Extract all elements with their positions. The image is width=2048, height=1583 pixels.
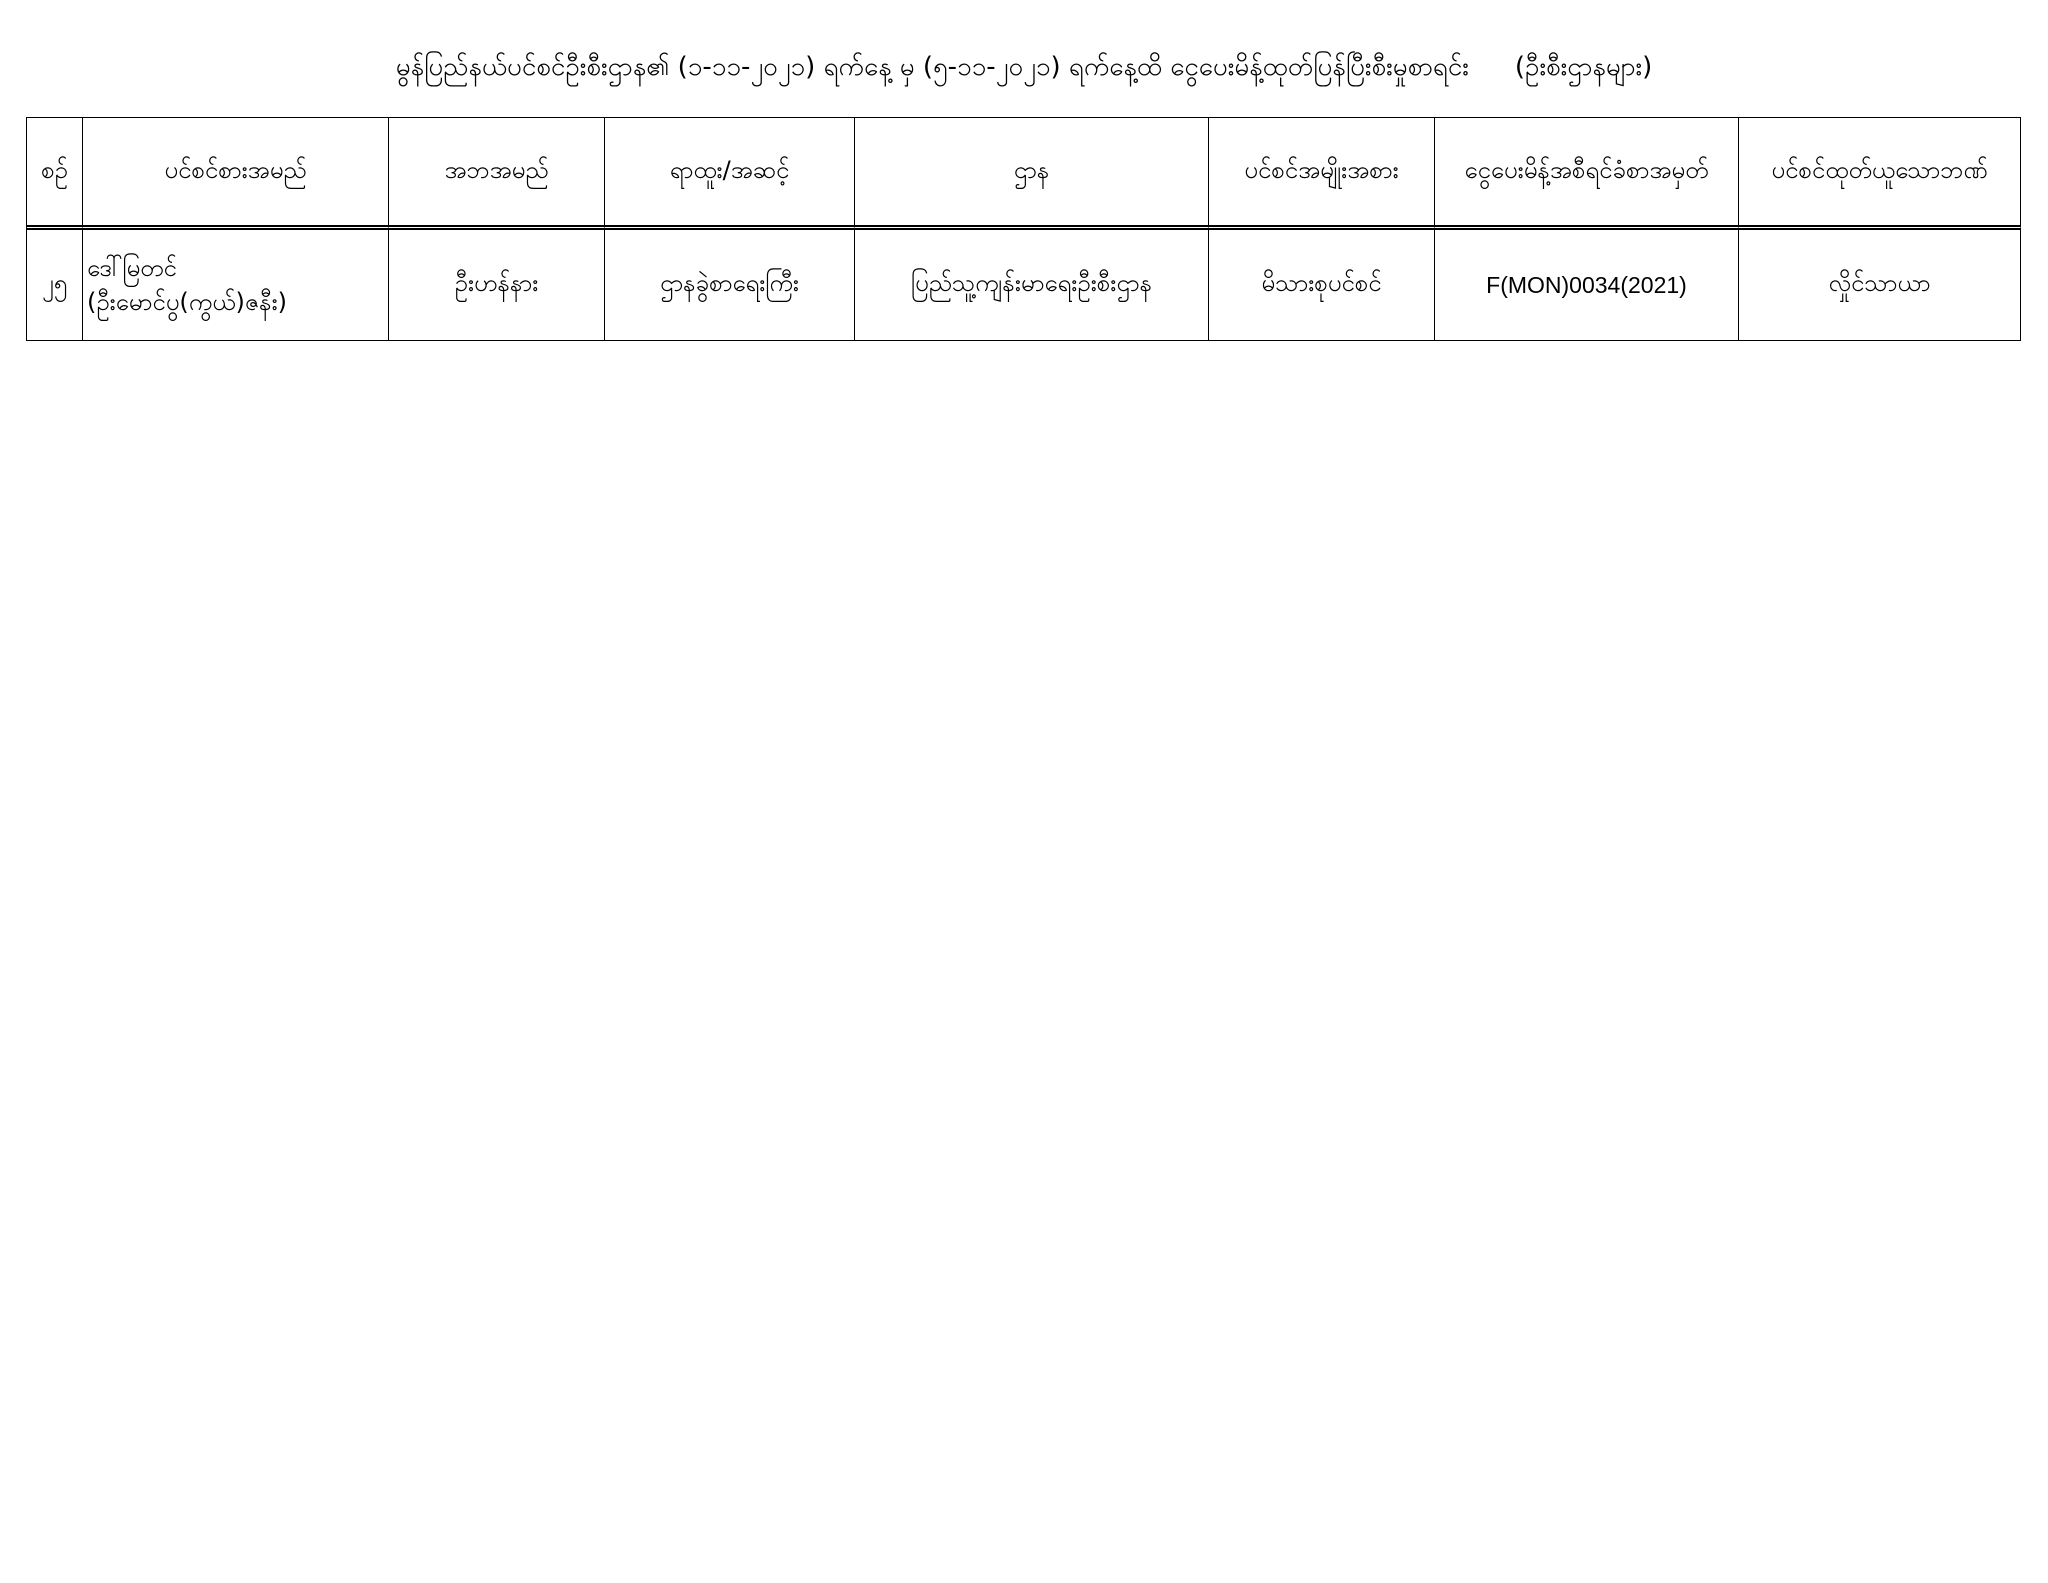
pension-table — [26, 117, 2021, 341]
page-title — [0, 40, 2048, 94]
table-row — [27, 230, 2021, 341]
cell-father-name: ဦးဟန်နား — [389, 230, 605, 341]
header-position: ရာထူး/အဆင့် — [605, 118, 855, 230]
cell-license-no: F(MON)0034(2021) — [1435, 230, 1739, 341]
pensioner-name-line1: ဒေါ်မြတင် — [87, 254, 177, 282]
header-pensioner-name: ပင်စင်စားအမည် — [83, 118, 389, 230]
header-father-name: အဘအမည် — [389, 118, 605, 230]
pensioner-name-line2: (ဦးမောင်ပွ(ကွယ်)ဇနီး) — [87, 288, 288, 316]
cell-department: ပြည်သူ့ကျန်းမာရေးဦးစီးဌာန — [855, 230, 1209, 341]
header-serial: စဉ် — [27, 118, 83, 230]
page-title-note: (ဦးစီးဌာနများ) — [1514, 52, 1653, 82]
header-license-no: ငွေပေးမိန့်အစီရင်ခံစာအမှတ် — [1435, 118, 1739, 230]
header-department: ဌာန — [855, 118, 1209, 230]
page-title-text: မွန်ပြည်နယ်ပင်စင်ဦးစီးဌာန၏ (၁-၁၁-၂၀၂၁) ရက်နေ့ မှ (၅-၁၁-၂၀၂၁) ရက်နေ့ထိ ငွေပေးမိန့်ထုတ်ပြန်ပြီးစီးမှုစာရင်း — [395, 52, 1469, 82]
cell-bank: လှိုင်သာယာ — [1739, 230, 2021, 341]
header-bank: ပင်စင်ထုတ်ယူသောဘဏ် — [1739, 118, 2021, 230]
cell-serial: ၂၅ — [27, 230, 83, 341]
cell-pension-type: မိသားစုပင်စင် — [1209, 230, 1435, 341]
header-pension-type: ပင်စင်အမျိုးအစား — [1209, 118, 1435, 230]
cell-position: ဌာနခွဲစာရေးကြီး — [605, 230, 855, 341]
cell-pensioner-name — [83, 230, 389, 341]
table-header-row — [27, 118, 2021, 230]
